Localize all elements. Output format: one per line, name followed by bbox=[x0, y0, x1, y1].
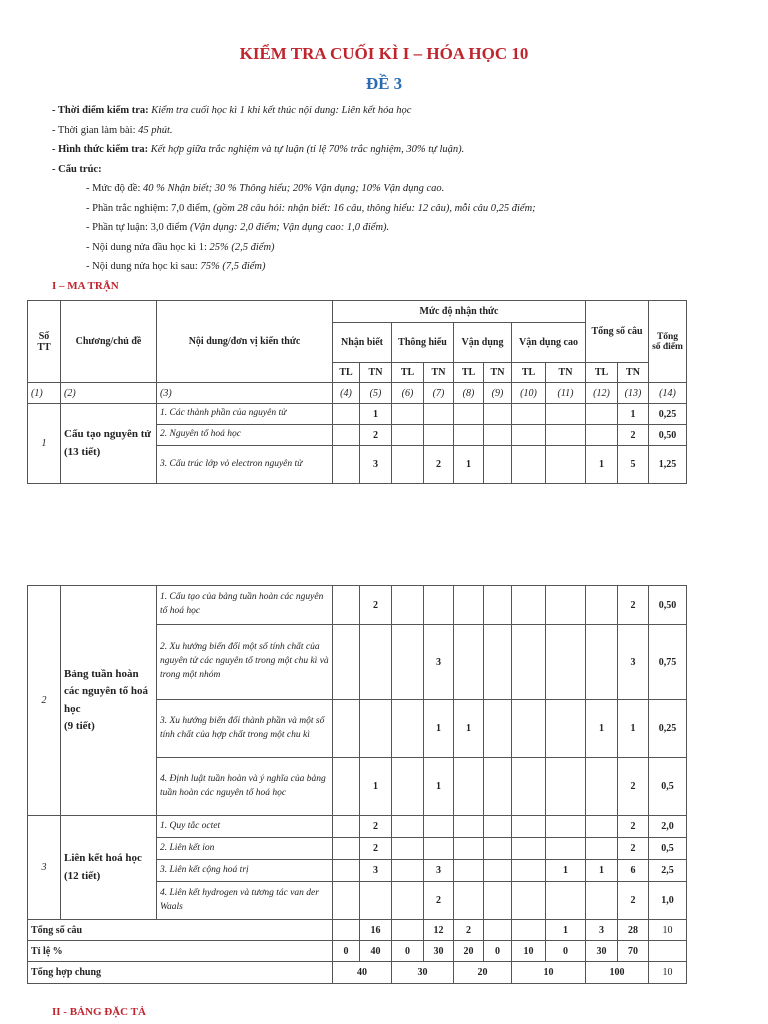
structure-value: 25% (2,5 điểm) bbox=[209, 241, 275, 253]
value-cell: 1 bbox=[586, 446, 618, 484]
value-cell: 5 bbox=[618, 446, 649, 484]
header-tn: TN bbox=[484, 363, 512, 383]
value-cell: 3 bbox=[360, 446, 392, 484]
value-cell: 10 bbox=[512, 941, 546, 962]
content-cell: 2. Liên kết ion bbox=[157, 838, 333, 860]
info-value: Kết hợp giữa trắc nghiệm và tự luận (tỉ lệ 70% trắc nghiệm, 30% tự luận). bbox=[150, 144, 465, 155]
header-tn: TN bbox=[360, 363, 392, 383]
matrix-table-part2 bbox=[27, 585, 687, 984]
header-tl: TL bbox=[392, 363, 424, 383]
section-heading-spec: II - BẢNG ĐẶC TẢ bbox=[52, 1006, 146, 1018]
value-cell: 30 bbox=[424, 941, 454, 962]
section-heading-matrix: I – MA TRẬN bbox=[52, 280, 119, 292]
matrix-table-part1 bbox=[27, 300, 687, 484]
value-cell: 2 bbox=[360, 425, 392, 446]
value-cell: 2 bbox=[360, 816, 392, 838]
value-cell: 6 bbox=[618, 860, 649, 882]
value-cell: 2 bbox=[618, 882, 649, 920]
info-format bbox=[52, 140, 536, 160]
percent-row bbox=[28, 941, 687, 962]
value-cell: 2 bbox=[424, 446, 454, 484]
column-number: (12) bbox=[586, 383, 618, 404]
header-tl: TL bbox=[586, 363, 618, 383]
value-cell: 3 bbox=[424, 625, 454, 700]
value-cell: 3 bbox=[360, 860, 392, 882]
info-label: - Thời điểm kiểm tra: bbox=[52, 105, 149, 116]
column-number: (13) bbox=[618, 383, 649, 404]
structure-second-half bbox=[52, 257, 536, 277]
score-cell: 0,75 bbox=[649, 625, 687, 700]
header-understanding: Thông hiểu bbox=[392, 323, 454, 363]
summary-row bbox=[28, 962, 687, 984]
header-total-questions: Tổng số câu bbox=[586, 301, 649, 363]
value-cell: 10 bbox=[512, 962, 586, 984]
info-label: - Hình thức kiểm tra: bbox=[52, 144, 149, 155]
column-number: (10) bbox=[512, 383, 546, 404]
header-tn: TN bbox=[546, 363, 586, 383]
column-number: (1) bbox=[28, 383, 61, 404]
column-number-row bbox=[28, 383, 687, 404]
value-cell: 0 bbox=[392, 941, 424, 962]
structure-mcq bbox=[52, 199, 536, 219]
value-cell: 3 bbox=[586, 920, 618, 941]
value-cell: 1 bbox=[454, 446, 484, 484]
value-cell: 30 bbox=[586, 941, 618, 962]
score-cell: 2,0 bbox=[649, 816, 687, 838]
value-cell: 40 bbox=[333, 962, 392, 984]
header-high-application: Vận dụng cao bbox=[512, 323, 586, 363]
structure-value: (Vận dụng: 2,0 điểm; Vận dụng cao: 1,0 điểm). bbox=[189, 222, 390, 233]
header-total-score: Tổng số điểm bbox=[649, 301, 687, 383]
column-number: (8) bbox=[454, 383, 484, 404]
value-cell: 1 bbox=[454, 700, 484, 758]
structure-label: - Phần tự luận: 3,0 điểm bbox=[86, 222, 188, 233]
score-cell: 0,25 bbox=[649, 700, 687, 758]
score-cell: 2,5 bbox=[649, 860, 687, 882]
info-duration bbox=[52, 121, 536, 141]
row-stt: 3 bbox=[28, 816, 61, 920]
row-stt: 1 bbox=[28, 404, 61, 484]
content-cell: 2. Nguyên tố hoá học bbox=[157, 425, 333, 446]
info-value: Kiểm tra cuối học kì 1 khi kết thúc nội dung: Liên kết hóa học bbox=[151, 105, 412, 116]
total-label: Tổng số câu bbox=[28, 920, 333, 941]
value-cell: 1 bbox=[586, 700, 618, 758]
value-cell: 0 bbox=[546, 941, 586, 962]
value-cell: 70 bbox=[618, 941, 649, 962]
value-cell: 30 bbox=[392, 962, 454, 984]
value-cell: 2 bbox=[360, 838, 392, 860]
info-time-point bbox=[52, 101, 536, 121]
header-tl: TL bbox=[454, 363, 484, 383]
header-application: Vận dụng bbox=[454, 323, 512, 363]
value-cell: 28 bbox=[618, 920, 649, 941]
content-cell: 3. Xu hướng biến đổi thành phần và một số tính chất của hợp chất trong một chu kì bbox=[157, 700, 333, 758]
score-cell: 0,25 bbox=[649, 404, 687, 425]
value-cell: 1 bbox=[424, 758, 454, 816]
header-cognitive-level: Mức độ nhận thức bbox=[333, 301, 586, 323]
value-cell: 100 bbox=[586, 962, 649, 984]
column-number: (3) bbox=[157, 383, 333, 404]
value-cell: 2 bbox=[618, 816, 649, 838]
chapter-name: Cấu tạo nguyên tử bbox=[64, 428, 151, 441]
structure-label: - Nội dung nửa đầu học kì 1: bbox=[86, 241, 207, 253]
value-cell: 3 bbox=[618, 625, 649, 700]
value-cell: 1 bbox=[424, 700, 454, 758]
exam-info bbox=[52, 101, 536, 277]
value-cell: 2 bbox=[618, 425, 649, 446]
score-cell: 0,50 bbox=[649, 425, 687, 446]
score-cell: 1,25 bbox=[649, 446, 687, 484]
summary-label: Tổng hợp chung bbox=[28, 962, 333, 984]
table-row bbox=[28, 404, 687, 425]
chapter-cell bbox=[61, 586, 157, 816]
table-header-row bbox=[28, 301, 687, 323]
content-cell: 1. Cấu tạo của bảng tuần hoàn các nguyên tố hoá học bbox=[157, 586, 333, 625]
structure-essay bbox=[52, 218, 536, 238]
value-cell: 40 bbox=[360, 941, 392, 962]
column-number: (9) bbox=[484, 383, 512, 404]
structure-first-half bbox=[52, 238, 536, 258]
chapter-cell bbox=[61, 816, 157, 920]
value-cell: 1 bbox=[360, 404, 392, 425]
header-recognition: Nhận biết bbox=[333, 323, 392, 363]
chapter-hours: (9 tiết) bbox=[64, 719, 95, 732]
value-cell: 2 bbox=[618, 586, 649, 625]
chapter-name: Bảng tuần hoàn các nguyên tố hoá học bbox=[64, 668, 149, 715]
column-number: (4) bbox=[333, 383, 360, 404]
structure-label: - Nội dung nửa học kì sau: bbox=[86, 261, 198, 272]
value-cell: 16 bbox=[360, 920, 392, 941]
value-cell: 0 bbox=[484, 941, 512, 962]
value-cell: 1 bbox=[586, 860, 618, 882]
chapter-hours: (12 tiết) bbox=[64, 869, 101, 882]
header-content: Nội dung/đơn vị kiến thức bbox=[157, 301, 333, 383]
content-cell: 1. Các thành phần của nguyên tử bbox=[157, 404, 333, 425]
content-cell: 4. Định luật tuần hoàn và ý nghĩa của bảng tuần hoàn các nguyên tố hoá học bbox=[157, 758, 333, 816]
table-row bbox=[28, 816, 687, 838]
value-cell: 1 bbox=[546, 920, 586, 941]
value-cell: 12 bbox=[424, 920, 454, 941]
header-tl: TL bbox=[333, 363, 360, 383]
content-cell: 2. Xu hướng biến đổi một số tính chất của nguyên tử các nguyên tố trong một chu kì và trong một nhóm bbox=[157, 625, 333, 700]
header-tn: TN bbox=[618, 363, 649, 383]
info-value: 45 phút. bbox=[138, 124, 173, 136]
chapter-hours: (13 tiết) bbox=[64, 445, 101, 458]
chapter-name: Liên kết hoá học bbox=[64, 852, 142, 865]
column-number: (11) bbox=[546, 383, 586, 404]
value-cell: 1 bbox=[360, 758, 392, 816]
percent-label: Tỉ lệ % bbox=[28, 941, 333, 962]
value-cell: 20 bbox=[454, 962, 512, 984]
header-stt: Số TT bbox=[28, 301, 61, 383]
score-cell: 0,5 bbox=[649, 838, 687, 860]
content-cell: 3. Cấu trúc lớp vỏ electron nguyên tử bbox=[157, 446, 333, 484]
score-cell: 1,0 bbox=[649, 882, 687, 920]
structure-label: - Mức độ đề: bbox=[86, 183, 141, 194]
table-row bbox=[28, 586, 687, 625]
score-cell: 0,5 bbox=[649, 758, 687, 816]
column-number: (7) bbox=[424, 383, 454, 404]
chapter-cell bbox=[61, 404, 157, 484]
info-structure bbox=[52, 160, 536, 180]
value-cell: 2 bbox=[618, 838, 649, 860]
content-cell: 3. Liên kết cộng hoá trị bbox=[157, 860, 333, 882]
total-questions-row bbox=[28, 920, 687, 941]
info-label: - Thời gian làm bài: bbox=[52, 124, 136, 136]
header-chapter: Chương/chủ đề bbox=[61, 301, 157, 383]
structure-value: (gồm 28 câu hỏi: nhận biết: 16 câu, thông hiểu: 12 câu), mỗi câu 0,25 điểm; bbox=[213, 202, 536, 214]
document-title: KIỂM TRA CUỐI KÌ I – HÓA HỌC 10 bbox=[239, 44, 529, 63]
structure-value: 75% (7,5 điểm) bbox=[200, 261, 266, 272]
structure-label: - Phần trắc nghiệm: 7,0 điểm, bbox=[86, 202, 211, 214]
score-cell: 10 bbox=[649, 920, 687, 941]
content-cell: 4. Liên kết hydrogen và tương tác van der Waals bbox=[157, 882, 333, 920]
value-cell: 20 bbox=[454, 941, 484, 962]
value-cell: 2 bbox=[618, 758, 649, 816]
value-cell: 1 bbox=[546, 860, 586, 882]
column-number: (5) bbox=[360, 383, 392, 404]
info-label: - Cấu trúc: bbox=[52, 163, 102, 175]
structure-value: 40 % Nhận biết; 30 % Thông hiểu; 20% Vận dụng; 10% Vận dụng cao. bbox=[143, 183, 445, 194]
value-cell: 2 bbox=[424, 882, 454, 920]
document-subtitle: ĐỀ 3 bbox=[365, 74, 403, 93]
structure-level bbox=[52, 179, 536, 199]
value-cell: 0 bbox=[333, 941, 360, 962]
value-cell: 2 bbox=[454, 920, 484, 941]
column-number: (14) bbox=[649, 383, 687, 404]
value-cell: 3 bbox=[424, 860, 454, 882]
value-cell: 1 bbox=[618, 404, 649, 425]
row-stt: 2 bbox=[28, 586, 61, 816]
score-cell: 10 bbox=[649, 962, 687, 984]
content-cell: 1. Quy tắc octet bbox=[157, 816, 333, 838]
header-tn: TN bbox=[424, 363, 454, 383]
value-cell: 2 bbox=[360, 586, 392, 625]
value-cell: 1 bbox=[618, 700, 649, 758]
score-cell: 0,50 bbox=[649, 586, 687, 625]
column-number: (2) bbox=[61, 383, 157, 404]
header-tl: TL bbox=[512, 363, 546, 383]
column-number: (6) bbox=[392, 383, 424, 404]
